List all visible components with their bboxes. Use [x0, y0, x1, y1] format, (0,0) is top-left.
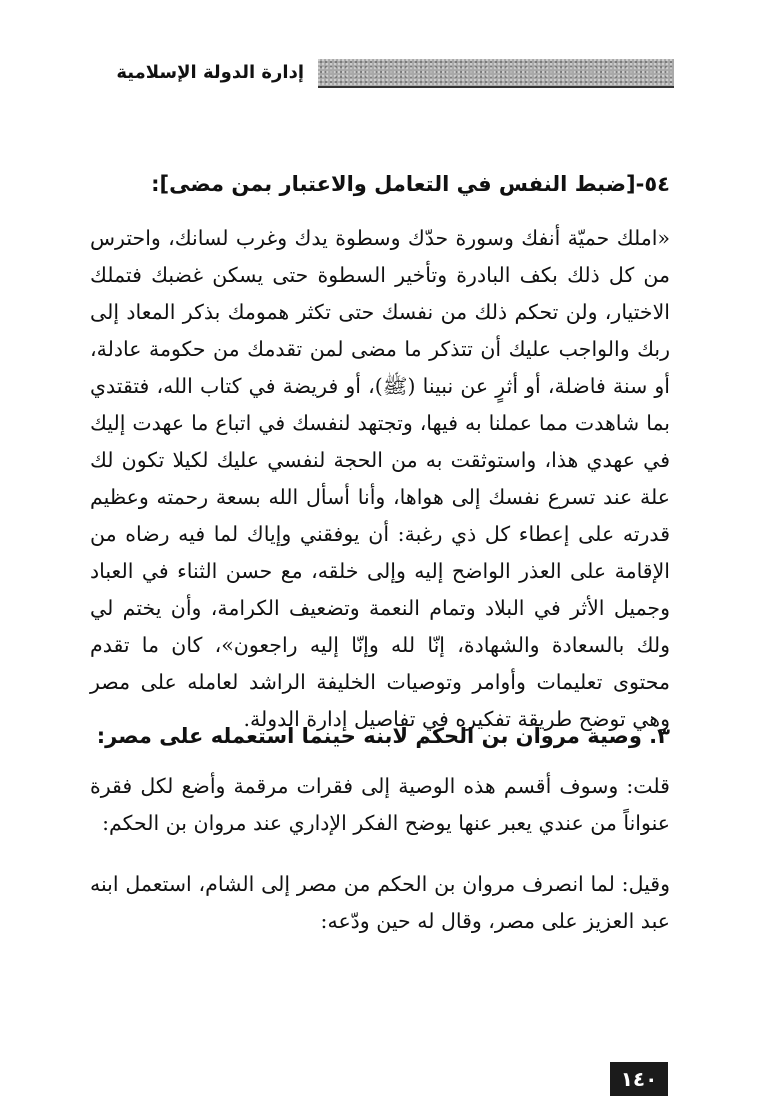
page-number: ١٤٠ — [610, 1062, 668, 1096]
running-header-title: إدارة الدولة الإسلامية — [116, 62, 304, 83]
section-3-heading: ٣. وصية مروان بن الحكم لابنه حينما استعمله على مصر: — [96, 724, 670, 748]
header-rule — [318, 86, 674, 88]
header-decorative-band — [318, 59, 674, 86]
section-3-paragraph-1: قلت: وسوف أقسم هذه الوصية إلى فقرات مرقمة وأضع لكل فقرة عنواناً من عندي يعبر عنها يوضح الفكر الإداري عند مروان بن الحكم: — [90, 774, 670, 835]
item-54-paragraph: «املك حميّة أنفك وسورة حدّك وسطوة يدك وغرب لسانك، واحترس من كل ذلك بكف البادرة وتأخير السطوة حتى يسكن غضبك فتملك الاختيار، ولن تحكم ذلك من نفسك حتى تكثر همومك بذكر المعاد إلى ربك والواجب عليك أن تتذكر ما مضى لمن تقدمك من حكومة عادلة، أو سنة فاضلة، أو أثرٍ عن نبينا (ﷺ)، أو فريضة في كتاب الله، فتقتدي بما شاهدت مما عملنا به فيها، وتجتهد لنفسك في اتباع ما عهدت إليك في عهدي هذا، واستوثقت به من الحجة لنفسي عليك لكيلا تكون لك علة عند تسرع نفسك إلى هواها، وأنا أسأل الله بسعة رحمته وعظيم قدرته على إعطاء كل ذي رغبة: أن يوفقني وإياك لما فيه رضاه من الإقامة على العذر الواضح إليه وإلى خلقه، مع حسن الثناء في العباد وجميل الأثر في البلاد وتمام النعمة وتضعيف الكرامة، وأن يختم لي ولك بالسعادة والشهادة، إنّا لله وإنّا إليه راجعون»، كان ما تقدم محتوى تعليمات وأوامر وتوصيات الخليفة الراشد لعامله على مصر وهي توضح طريقة تفكيره في تفاصيل إدارة الدولة. — [90, 226, 670, 731]
section-3-paragraph-2: وقيل: لما انصرف مروان بن الحكم من مصر إلى الشام، استعمل ابنه عبد العزيز على مصر، وقال له حين ودّعه: — [90, 872, 670, 933]
item-54-heading: ٥٤-[ضبط النفس في التعامل والاعتبار بمن مضى]: — [151, 172, 670, 196]
